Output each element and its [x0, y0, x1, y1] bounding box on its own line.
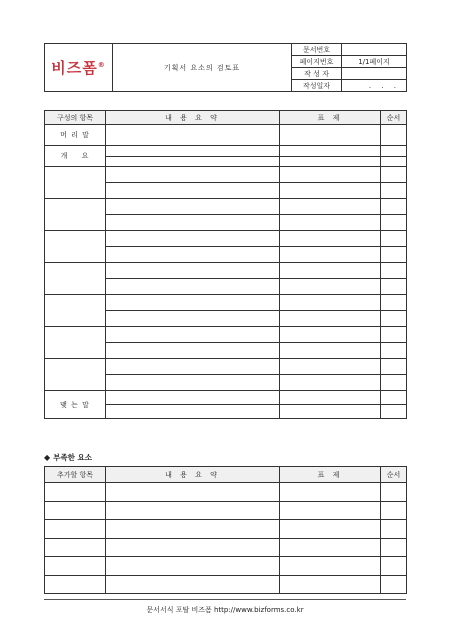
order-cell[interactable]: [381, 311, 407, 327]
summary-cell[interactable]: [106, 538, 280, 557]
diamond-icon: ◆: [44, 453, 51, 462]
summary-cell[interactable]: [106, 405, 280, 419]
summary-cell[interactable]: [106, 183, 280, 199]
title-cell[interactable]: [280, 343, 381, 359]
section-title-text: 부족한 요소: [53, 453, 92, 462]
header-summary: 내 용 요 약: [106, 111, 280, 125]
summary-cell[interactable]: [106, 247, 280, 263]
table-row: [45, 167, 407, 183]
header-title: 표 제: [280, 467, 381, 483]
row-label-empty[interactable]: [45, 263, 106, 295]
table-row: [45, 391, 407, 405]
row-label-overview: 개 요: [45, 146, 106, 167]
footer-text: 문서서식 포탈 비즈폼 http://www.bizforms.co.kr: [146, 606, 304, 614]
title-cell[interactable]: [280, 146, 381, 157]
logo-cell: [45, 44, 113, 92]
item-cell[interactable]: [45, 575, 106, 594]
title-cell[interactable]: [280, 263, 381, 279]
title-cell[interactable]: [280, 327, 381, 343]
summary-cell[interactable]: [106, 359, 280, 375]
title-cell[interactable]: [280, 483, 381, 502]
item-cell[interactable]: [45, 483, 106, 502]
order-cell[interactable]: [381, 167, 407, 183]
table-row: [45, 231, 407, 247]
row-label-empty[interactable]: [45, 359, 106, 391]
table-row: [45, 520, 407, 539]
order-cell[interactable]: [381, 483, 407, 502]
summary-cell[interactable]: [106, 199, 280, 215]
summary-cell[interactable]: [106, 501, 280, 520]
table-row: [45, 538, 407, 557]
order-cell[interactable]: [381, 391, 407, 405]
order-cell[interactable]: [381, 295, 407, 311]
summary-cell[interactable]: [106, 483, 280, 502]
table-row: [45, 146, 407, 157]
order-cell[interactable]: [381, 199, 407, 215]
order-cell[interactable]: [381, 183, 407, 199]
order-cell[interactable]: [381, 575, 407, 594]
table-row: [45, 199, 407, 215]
document-title: 기획서 요소의 검토표: [113, 44, 292, 92]
order-cell[interactable]: [381, 359, 407, 375]
order-cell[interactable]: [381, 557, 407, 576]
title-cell[interactable]: [280, 183, 381, 199]
summary-cell[interactable]: [106, 125, 280, 146]
order-cell[interactable]: [381, 405, 407, 419]
summary-cell[interactable]: [106, 295, 280, 311]
order-cell[interactable]: [381, 343, 407, 359]
order-cell[interactable]: [381, 157, 407, 167]
order-cell[interactable]: [381, 263, 407, 279]
item-cell[interactable]: [45, 557, 106, 576]
field-value-author[interactable]: [342, 68, 407, 80]
header-title: 표 제: [280, 111, 381, 125]
row-label-preface: 머 리 말: [45, 125, 106, 146]
table-row: [45, 295, 407, 311]
title-cell[interactable]: [280, 405, 381, 419]
summary-cell[interactable]: [106, 375, 280, 391]
item-cell[interactable]: [45, 520, 106, 539]
header-summary: 내 용 요 약: [106, 467, 280, 483]
summary-cell[interactable]: [106, 231, 280, 247]
header-order: 순서: [381, 111, 407, 125]
title-cell[interactable]: [280, 215, 381, 231]
table-row: [45, 501, 407, 520]
item-cell[interactable]: [45, 538, 106, 557]
field-label-author: 작 성 자: [292, 68, 342, 80]
summary-cell[interactable]: [106, 157, 280, 167]
summary-cell[interactable]: [106, 520, 280, 539]
order-cell[interactable]: [381, 501, 407, 520]
summary-cell[interactable]: [106, 263, 280, 279]
row-label-empty[interactable]: [45, 231, 106, 263]
table-row: [45, 557, 407, 576]
order-cell[interactable]: [381, 520, 407, 539]
field-value-page-number[interactable]: 1/1페이지: [342, 56, 407, 68]
title-cell[interactable]: [280, 125, 381, 146]
summary-cell[interactable]: [106, 311, 280, 327]
document-header: [44, 43, 407, 92]
summary-cell[interactable]: [106, 146, 280, 157]
title-cell[interactable]: [280, 520, 381, 539]
order-cell[interactable]: [381, 125, 407, 146]
order-cell[interactable]: [381, 215, 407, 231]
title-cell[interactable]: [280, 157, 381, 167]
title-cell[interactable]: [280, 295, 381, 311]
table-row: [45, 359, 407, 375]
summary-cell[interactable]: [106, 391, 280, 405]
order-cell[interactable]: [381, 327, 407, 343]
field-label-page-number: 페이지번호: [292, 56, 342, 68]
table-row: [45, 263, 407, 279]
table-row: [45, 125, 407, 146]
table-row: [45, 575, 407, 594]
field-label-doc-number: 문서번호: [292, 44, 342, 56]
row-label-empty[interactable]: [45, 199, 106, 231]
supplement-table: [44, 466, 407, 594]
title-cell[interactable]: [280, 501, 381, 520]
footer-divider: [44, 599, 406, 600]
title-cell[interactable]: [280, 199, 381, 215]
title-cell[interactable]: [280, 575, 381, 594]
order-cell[interactable]: [381, 247, 407, 263]
title-cell[interactable]: [280, 279, 381, 295]
order-cell[interactable]: [381, 231, 407, 247]
field-value-doc-number[interactable]: [342, 44, 407, 56]
bizforms-logo: 비즈폼®: [51, 59, 106, 77]
section-title: [44, 452, 92, 463]
title-cell[interactable]: [280, 391, 381, 405]
header-add-item: 추가할 항목: [45, 467, 106, 483]
summary-cell[interactable]: [106, 279, 280, 295]
table-row: [45, 483, 407, 502]
order-cell[interactable]: [381, 146, 407, 157]
row-label-conclusion: 맺 는 말: [45, 391, 106, 419]
summary-cell[interactable]: [106, 167, 280, 183]
review-table: [44, 110, 407, 419]
order-cell[interactable]: [381, 279, 407, 295]
field-label-date: 작성일자: [292, 80, 342, 92]
summary-cell[interactable]: [106, 327, 280, 343]
title-cell[interactable]: [280, 247, 381, 263]
header-order: 순서: [381, 467, 407, 483]
title-cell[interactable]: [280, 167, 381, 183]
order-cell[interactable]: [381, 375, 407, 391]
summary-cell[interactable]: [106, 557, 280, 576]
summary-cell[interactable]: [106, 343, 280, 359]
table-row: [45, 327, 407, 343]
title-cell[interactable]: [280, 359, 381, 375]
item-cell[interactable]: [45, 501, 106, 520]
order-cell[interactable]: [381, 538, 407, 557]
title-cell[interactable]: [280, 557, 381, 576]
title-cell[interactable]: [280, 538, 381, 557]
header-item: 구성의 항목: [45, 111, 106, 125]
summary-cell[interactable]: [106, 215, 280, 231]
summary-cell[interactable]: [106, 575, 280, 594]
field-value-date[interactable]: . . .: [342, 80, 407, 92]
row-label-empty[interactable]: [45, 167, 106, 199]
row-label-empty[interactable]: [45, 295, 106, 327]
row-label-empty[interactable]: [45, 327, 106, 359]
title-cell[interactable]: [280, 231, 381, 247]
title-cell[interactable]: [280, 375, 381, 391]
title-cell[interactable]: [280, 311, 381, 327]
